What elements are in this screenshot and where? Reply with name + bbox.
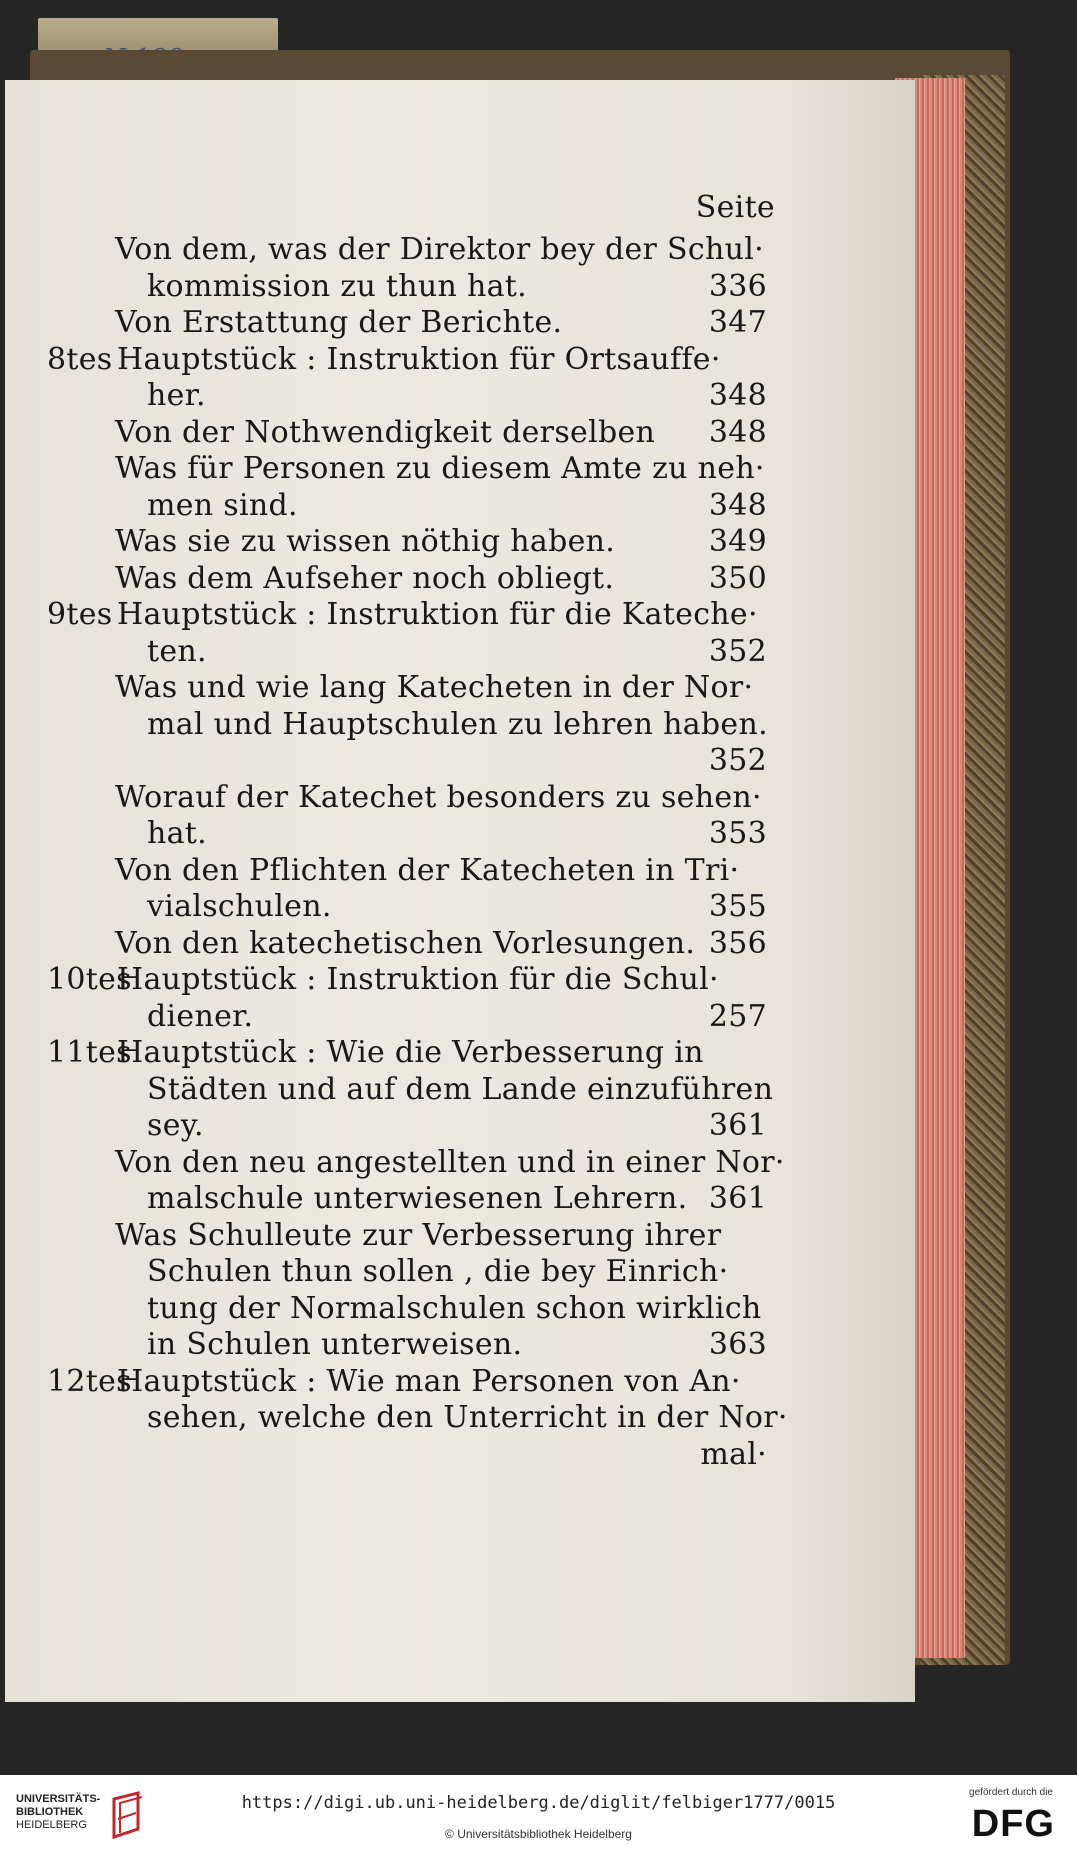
toc-line — [47, 413, 767, 453]
page-number: 348 — [708, 414, 767, 450]
toc-line — [47, 924, 767, 964]
toc-line — [47, 1143, 785, 1183]
chapter-number: 9tes — [47, 597, 113, 632]
toc-entry-text: Von dem, was der Direktor bey der Schul· — [115, 232, 764, 267]
chapter-number: 10tes — [47, 962, 132, 997]
toc-line — [47, 668, 767, 708]
page-number: 361 — [708, 1181, 767, 1216]
chapter-number: 12tes — [47, 1363, 132, 1399]
toc-entry-text: diener. — [147, 998, 254, 1034]
toc-entry-text: sehen, welche den Unterricht in der Nor· — [147, 1400, 788, 1435]
chapter-number: 8tes — [47, 341, 113, 377]
toc-line — [47, 559, 767, 599]
logo-line-1: UNIVERSITÄTS- — [16, 1793, 101, 1805]
toc-line — [47, 340, 767, 380]
toc-line — [47, 230, 767, 270]
toc-entry-text: Was sie zu wissen nöthig haben. — [115, 524, 616, 559]
logo-line-3: HEIDELBERG — [16, 1819, 87, 1831]
chapter-number: 11tes — [47, 1035, 132, 1070]
copyright-text: © Universitätsbibliothek Heidelberg — [445, 1827, 632, 1841]
toc-entry-text: Von den katechetischen Vorlesungen. — [115, 925, 696, 961]
toc-line — [47, 632, 767, 672]
toc-line — [47, 376, 767, 416]
toc-line — [47, 887, 767, 927]
toc-entry-text: Worauf der Katechet besonders zu sehen· — [115, 779, 762, 815]
funding-note: gefördert durch die — [969, 1787, 1053, 1798]
page-header-text: Seite — [695, 190, 775, 225]
page-number: 347 — [708, 305, 767, 340]
page-number: 350 — [708, 560, 767, 596]
toc-entry-text: in Schulen unterweisen. — [147, 1327, 523, 1362]
toc-entry-text: Hauptstück : Wie die Verbesserung in — [117, 1035, 704, 1070]
toc-line — [47, 1362, 767, 1402]
page-number: 356 — [708, 925, 767, 961]
toc-line — [47, 1179, 767, 1219]
toc-entry-text: vialschulen. — [147, 889, 332, 924]
page-number: 348 — [708, 487, 767, 523]
toc-entry-text: Was dem Aufseher noch obliegt. — [115, 560, 615, 596]
toc-line — [47, 1252, 767, 1292]
page-number: 355 — [708, 889, 767, 924]
toc-line — [47, 449, 767, 489]
toc-entry-text: mal und Hauptschulen zu lehren haben. — [147, 706, 768, 742]
toc-entry-text: malschule unterwiesenen Lehrern. — [147, 1181, 688, 1216]
toc-entry-text: hat. — [147, 816, 207, 851]
toc-entry-text: Von den neu angestellten und in einer Nor· — [115, 1144, 785, 1180]
page-number: 348 — [708, 378, 767, 413]
page-header — [115, 188, 775, 228]
page-number: 363 — [708, 1327, 767, 1362]
toc-line — [47, 486, 767, 526]
page-number: 352 — [708, 633, 767, 669]
permalink-url[interactable]: https://digi.ub.uni-heidelberg.de/diglit/felbiger1777/0015 — [241, 1793, 836, 1813]
toc-entry-text: Schulen thun sollen , die bey Einrich· — [147, 1254, 729, 1289]
toc-entry-text: Hauptstück : Instruktion für die Schul· — [117, 962, 719, 997]
toc-line — [47, 960, 767, 1000]
toc-line — [47, 705, 767, 745]
toc-line — [47, 1325, 767, 1365]
toc-entry-text: Was für Personen zu diesem Amte zu neh· — [115, 451, 765, 486]
toc-entry-text: Von Erstattung der Berichte. — [115, 305, 563, 340]
page-number: 352 — [708, 743, 767, 778]
toc-line — [47, 1070, 774, 1110]
toc-line — [47, 1216, 767, 1256]
toc-line — [47, 814, 767, 854]
toc-entry-text: ten. — [147, 633, 207, 669]
toc-entry-text: Von den Pflichten der Katecheten in Tri· — [115, 852, 740, 888]
toc-line — [47, 1289, 767, 1329]
toc-entry-text: Was und wie lang Katecheten in der Nor· — [115, 670, 754, 705]
logo-line-2: BIBLIOTHEK — [16, 1806, 84, 1818]
toc-line — [47, 778, 767, 818]
page-number: 361 — [708, 1108, 767, 1143]
page-number: 349 — [708, 524, 767, 559]
toc-line — [47, 851, 767, 891]
toc-entry-text: Von der Nothwendigkeit derselben — [115, 414, 656, 450]
toc-line — [47, 997, 767, 1037]
page-number: mal· — [700, 1436, 767, 1472]
toc-entry-text: Hauptstück : Wie man Personen von An· — [117, 1363, 741, 1399]
toc-line — [47, 741, 767, 781]
toc-entry-text: Hauptstück : Instruktion für die Kateche· — [117, 597, 758, 632]
toc-entry-text: Städten und auf dem Lande einzuführen — [147, 1071, 774, 1107]
toc-line — [47, 1435, 767, 1475]
dfg-logo: DFG — [971, 1803, 1055, 1845]
toc-line — [47, 267, 767, 307]
toc-entry-text: sey. — [147, 1108, 204, 1143]
toc-entry-text: men sind. — [147, 487, 298, 523]
toc-entry-text: Was Schulleute zur Verbesserung ihrer — [115, 1217, 722, 1253]
toc-entry-text: Hauptstück : Instruktion für Ortsauffe· — [117, 341, 721, 377]
toc-line — [47, 522, 767, 562]
toc-line — [47, 1398, 788, 1438]
footer-bar — [0, 1775, 1077, 1853]
toc-entry-text: kommission zu thun hat. — [147, 268, 527, 304]
toc-line — [47, 1033, 767, 1073]
toc-line — [47, 1106, 767, 1146]
page-number: 336 — [708, 268, 767, 304]
toc-line — [47, 595, 767, 635]
page-number: 353 — [708, 816, 767, 851]
toc-line — [47, 303, 767, 343]
toc-entry-text: her. — [147, 378, 206, 413]
page-number: 257 — [708, 998, 767, 1034]
toc-entry-text: tung der Normalschulen schon wirklich — [147, 1290, 762, 1326]
book-page — [5, 80, 915, 1702]
